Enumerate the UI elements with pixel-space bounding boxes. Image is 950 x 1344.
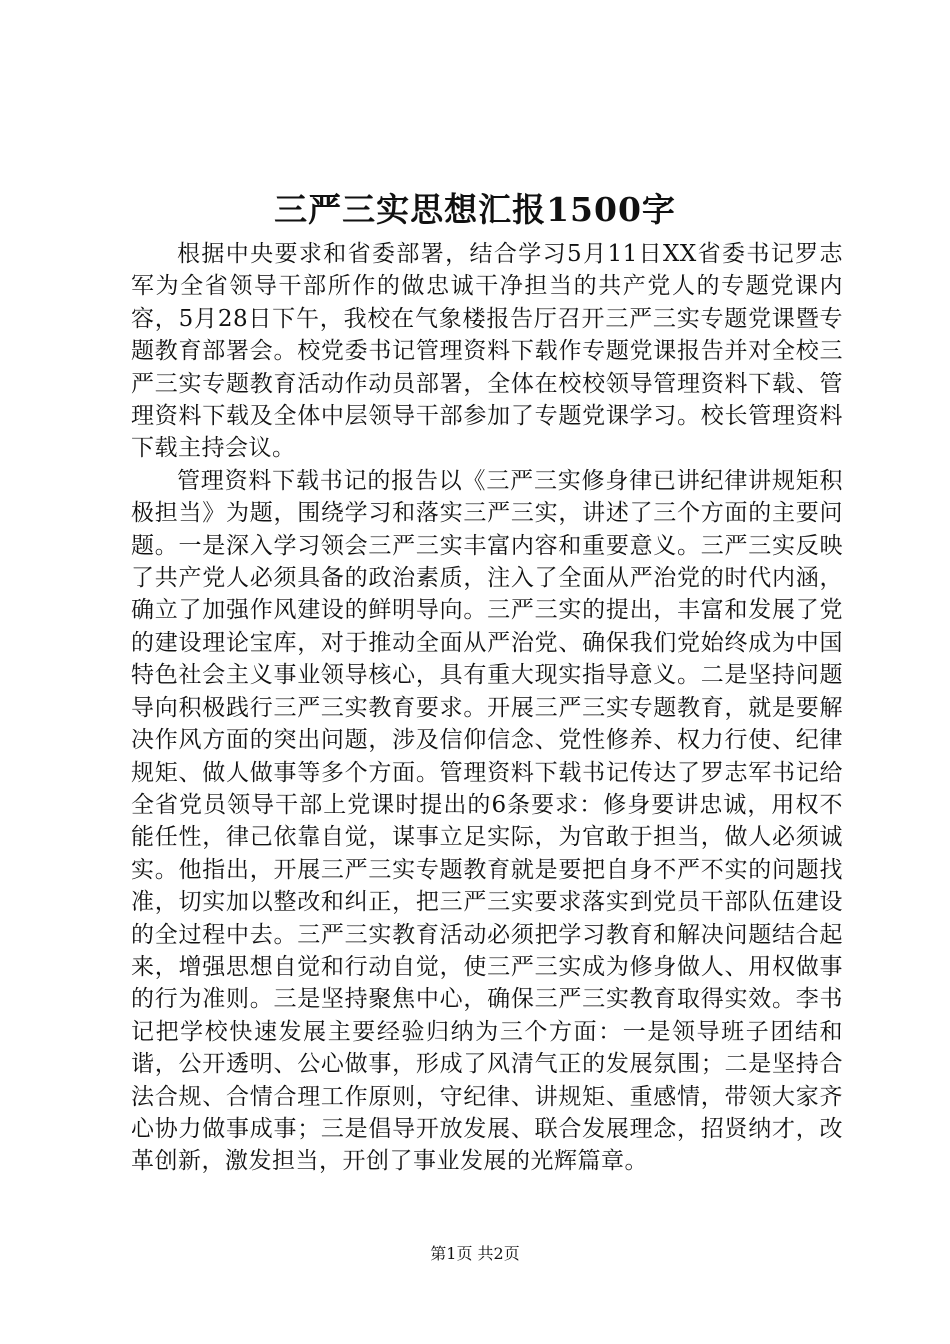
document-body	[131, 238, 843, 1178]
page-footer: 第1页 共2页	[430, 1244, 520, 1263]
paragraph-1: 根据中央要求和省委部署，结合学习5月11日XX省委书记罗志军为全省领导干部所作的做忠诚干净担当的共产党人的专题党课内容，5月28日下午，我校在气象楼报告厅召开三严三实专题党课暨专题教育部署会。校党委书记管理资料下载作专题党课报告并对全校三严三实专题教育活动作动员部署，全体在校校领导管理资料下载、管理资料下载及全体中层领导干部参加了专题党课学习。校长管理资料下载主持会议。	[131, 241, 843, 462]
paragraph-2: 管理资料下载书记的报告以《三严三实修身律已讲纪律讲规矩积极担当》为题，围绕学习和落实三严三实，讲述了三个方面的主要问题。一是深入学习领会三严三实丰富内容和重要意义。三严三实反映了共产党人必须具备的政治素质，注入了全面从严治党的时代内涵，确立了加强作风建设的鲜明导向。三严三实的提出，丰富和发展了党的建设理论宝库，对于推动全面从严治党、确保我们党始终成为中国特色社会主义事业领导核心，具有重大现实指导意义。二是坚持问题导向积极践行三严三实教育要求。开展三严三实专题教育，就是要解决作风方面的突出问题，涉及信仰信念、党性修养、权力行使、纪律规矩、做人做事等多个方面。管理资料下载书记传达了罗志军书记给全省党员领导干部上党课时提出的6条要求：修身要讲忠诚，用权不能任性，律己依靠自觉，谋事立足实际，为官敢于担当，做人必须诚实。他指出，开展三严三实专题教育就是要把自身不严不实的问题找准，切实加以整改和纠正，把三严三实要求落实到党员干部队伍建设的全过程中去。三严三实教育活动必须把学习教育和解决问题结合起来，增强思想自觉和行动自觉，使三严三实成为修身做人、用权做事的行为准则。三是坚持聚焦中心，确保三严三实教育取得实效。李书记把学校快速发展主要经验归纳为三个方面：一是领导班子团结和谐，公开透明、公心做事，形成了风清气正的发展氛围；二是坚持合法合规、合情合理工作原则，守纪律、讲规矩、重感情，带领大家齐心协力做事成事；三是倡导开放发展、联合发展理念，招贤纳才，改革创新，激发担当，开创了事业发展的光辉篇章。	[131, 467, 843, 1175]
document-title: 三严三实思想汇报1500字	[274, 190, 676, 229]
